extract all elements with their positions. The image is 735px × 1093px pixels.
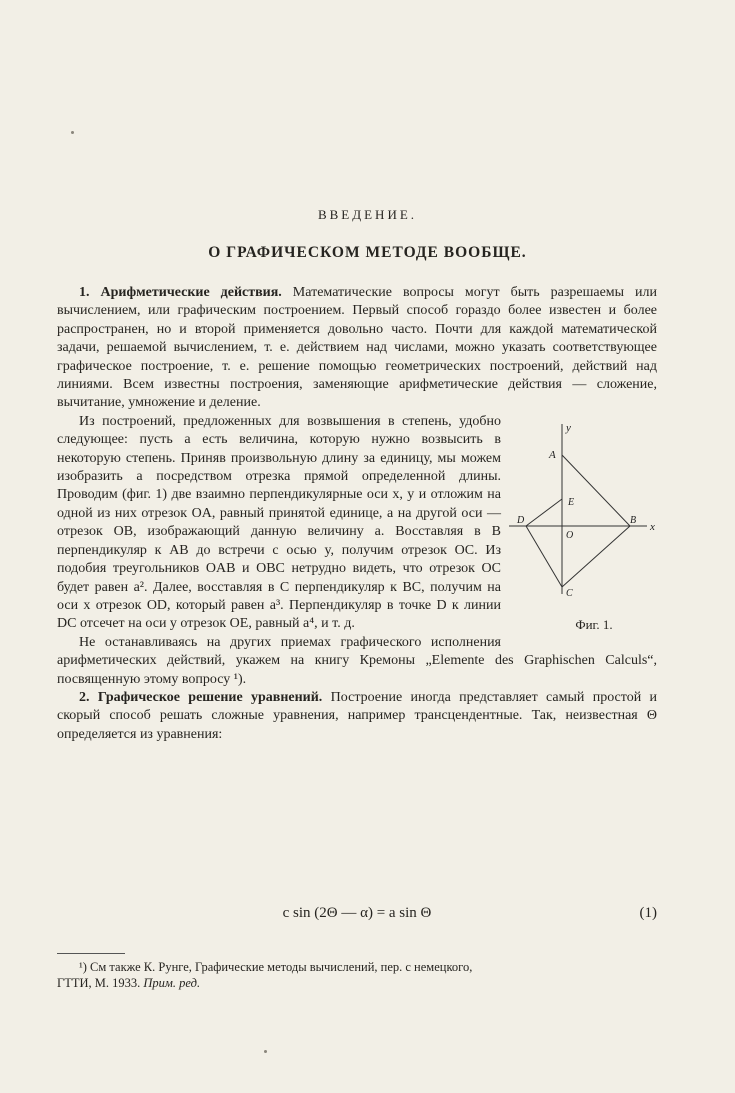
segment-cd xyxy=(526,526,562,587)
footnote-source: ГТТИ, М. 1933. xyxy=(57,976,141,990)
body-text xyxy=(57,284,657,744)
label-o: O xyxy=(566,529,574,541)
segment-ab xyxy=(562,455,630,526)
scan-speck xyxy=(71,131,74,134)
section-1-text-3: Не останавливаясь на других приемах графического исполнения арифметических действий, укажем на книгу Кремоны „Elemente des Graphischen Calculs“, посвященную этому вопросу ¹). xyxy=(57,634,657,687)
section-1-text: Математические вопросы могут быть разрешаемы или вычислением, или графическим построением. Первый способ гораздо более известен и более распространен, но и второй применяется довольно часто. Почти для каждой математической задачи, решаемой вычислением, т. е. действием над числами, можно указать соответствующее графическое построение, т. е. решение помощью геометрических построений, действий над линиями. Всем известны построения, заменяющие арифметические действия — сложение, вычитание, умножение и деление. xyxy=(57,285,658,411)
equation-number: (1) xyxy=(639,905,657,921)
paragraph-4 xyxy=(57,689,657,744)
paragraph-1 xyxy=(57,284,657,413)
footnote-divider xyxy=(57,953,125,954)
footnote xyxy=(57,959,657,991)
label-b: B xyxy=(630,514,637,526)
label-e: E xyxy=(568,496,575,508)
label-y: y xyxy=(566,421,571,434)
label-a: A xyxy=(549,448,556,461)
label-x: x xyxy=(650,520,655,533)
label-d: D xyxy=(517,514,525,526)
footnote-line-2 xyxy=(57,975,657,991)
footnote-editor-note: Прим. ред. xyxy=(143,976,201,990)
scan-speck xyxy=(264,1050,267,1053)
section-2-heading: 2. Графическое решение уравнений. xyxy=(79,689,323,705)
footnote-line-1: ¹) См также К. Рунге, Графические методы вычислений, пер. с немецкого, xyxy=(79,960,473,974)
figure-caption: Фиг. 1. xyxy=(575,617,613,633)
label-c: C xyxy=(566,587,573,599)
paragraph-2 xyxy=(57,413,657,634)
equation-expression: c sin (2Θ — α) = a sin Θ xyxy=(282,905,432,921)
paragraph-3 xyxy=(57,634,657,689)
segment-de xyxy=(526,499,562,526)
section-2-text: Построение иногда представляет самый простой и скорый способ решать сложные уравнения, например трансцендентные. Так, неизвестная Θ определяется из уравнения: xyxy=(57,689,657,742)
figure-1-diagram xyxy=(509,419,657,619)
figure-1 xyxy=(509,419,657,637)
section-1-text-2: Из построений, предложенных для возвышения в степень, удобно следующее: пусть a есть величина, которую нужно возвысить в некоторую степень. Приняв произвольную длину за единицу, мы можем изобразить a посредством отрезка прямой определенной длины. Проводим (фиг. 1) две взаимно перпендикулярные оси x, y и отложим на одной из них отрезок OA, равный принятой единице, а на другой оси — отрезок OB, изображающий данную величину a. Восставляя в B перпендикуляр к AB до встречи с осью y, получим отрезок OC. Из подобия треугольников OAB и OBC нетрудно видеть, что отрезок OC будет равен a². Далее, восставляя в C перпендикуляр к BC, получим на оси x отрезок OD, который равен a³. Перпендикуляр в точке D к линии DC отсечет на оси y отрезок OE, равный a⁴, и т. д. xyxy=(57,413,501,632)
chapter-heading: ВВЕДЕНИЕ. xyxy=(317,207,418,222)
equation-1 xyxy=(57,905,657,927)
page-title: О ГРАФИЧЕСКОМ МЕТОДЕ ВООБЩЕ. xyxy=(208,244,527,261)
section-1-heading: 1. Арифметические действия. xyxy=(79,285,282,300)
